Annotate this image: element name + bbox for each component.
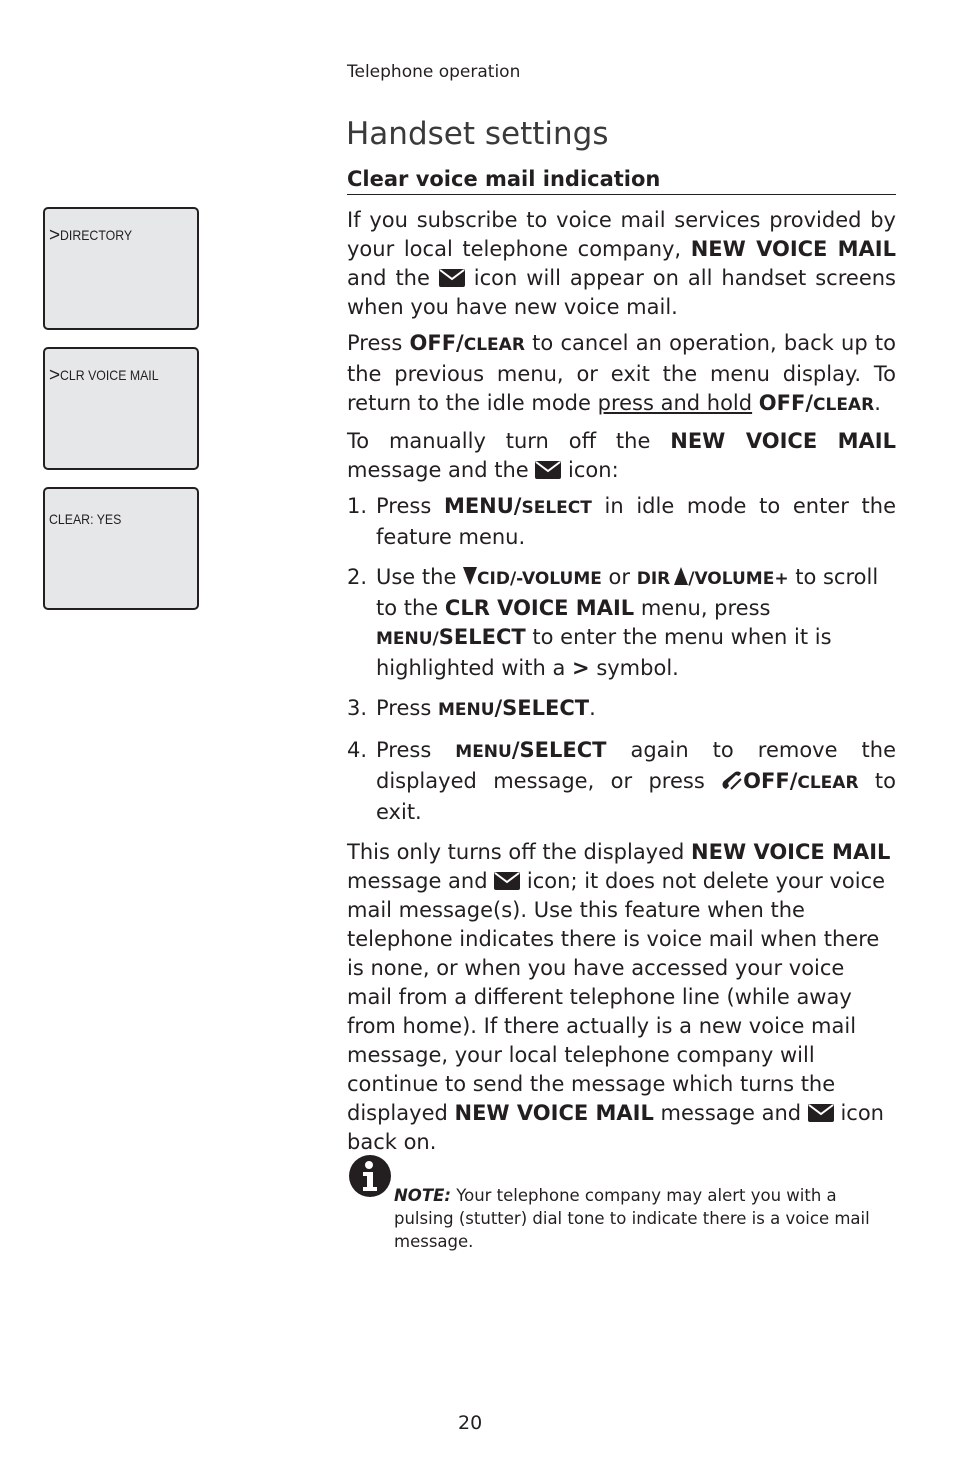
text: to cancel an operation, back up to the previous menu, or exit the menu display. To return to the idle mode — [347, 331, 896, 415]
text: message and the — [347, 458, 536, 482]
step-number: 3. — [347, 696, 368, 720]
select-key-label: SELECT — [521, 498, 592, 518]
off-key-label: OFF/ — [409, 331, 464, 355]
envelope-icon — [808, 1104, 834, 1122]
text: message and — [653, 1101, 808, 1125]
envelope-icon — [494, 872, 520, 890]
phone-icon — [721, 771, 743, 791]
off-key-label: OFF/ — [743, 769, 798, 793]
text: to exit. — [376, 769, 897, 824]
text: and the — [347, 266, 439, 290]
clear-key-label: CLEAR — [797, 773, 859, 793]
text: icon back on. — [347, 1101, 884, 1154]
lcd-screen-clr-voice-mail — [43, 347, 199, 470]
off-key-label: OFF/ — [758, 391, 814, 415]
clr-voice-mail-label: CLR VOICE MAIL — [444, 596, 635, 620]
note-label: NOTE: — [394, 1186, 451, 1205]
text: . — [589, 696, 596, 720]
paragraph-explanation — [347, 838, 896, 1157]
menu-key-label: MENU/ — [443, 494, 522, 518]
press-and-hold-text: press and hold — [597, 391, 753, 415]
envelope-icon — [439, 269, 465, 287]
select-key-label: /SELECT — [494, 696, 590, 720]
lcd-screen-directory — [43, 207, 199, 330]
step-number: 1. — [347, 494, 368, 518]
select-key-label: SELECT — [438, 625, 526, 649]
clear-key-label: CLEAR — [463, 335, 525, 355]
page-title: Handset settings — [346, 116, 609, 152]
steps-list — [347, 492, 896, 827]
lcd-text: CLR VOICE MAIL — [60, 367, 159, 383]
text: To manually turn off the — [347, 429, 671, 453]
text: . — [874, 391, 881, 415]
new-voice-mail-label: NEW VOICE MAIL — [690, 237, 896, 261]
text: Press — [376, 738, 456, 762]
select-key-label: /SELECT — [511, 738, 607, 762]
up-triangle-icon — [674, 567, 688, 585]
step-4 — [347, 736, 896, 827]
clear-key-label: CLEAR — [813, 395, 875, 415]
down-triangle-icon — [463, 567, 477, 585]
text: Press — [376, 494, 444, 518]
lcd-cursor: > — [49, 365, 61, 386]
new-voice-mail-label: NEW VOICE MAIL — [670, 429, 897, 453]
menu-key-label: MENU/ — [376, 629, 439, 649]
step-number: 4. — [347, 738, 368, 762]
envelope-icon — [535, 461, 561, 479]
text: Press — [376, 696, 438, 720]
section-heading: Clear voice mail indication — [347, 167, 896, 195]
text: again to remove the displayed message, or press — [376, 738, 896, 793]
new-voice-mail-label: NEW VOICE MAIL — [691, 840, 891, 864]
text: to scroll to the — [376, 565, 879, 620]
paragraph-off-clear — [347, 329, 896, 420]
note — [394, 1184, 884, 1253]
text: If you subscribe to voice mail services provided by your local telephone company, — [347, 208, 896, 261]
text: Use the — [376, 565, 464, 589]
step-1 — [347, 492, 896, 552]
text: Press — [347, 331, 410, 355]
new-voice-mail-label: NEW VOICE MAIL — [454, 1101, 654, 1125]
running-header: Telephone operation — [347, 62, 521, 82]
text: or — [601, 565, 637, 589]
paragraph-intro — [347, 206, 896, 322]
step-3 — [347, 694, 896, 725]
lcd-line — [49, 365, 172, 387]
step-number: 2. — [347, 565, 368, 589]
lcd-text: CLEAR: YES — [49, 511, 122, 527]
text: icon: — [561, 458, 619, 482]
lcd-screen-clear-yes — [43, 487, 199, 610]
cid-volume-key-label: CID/-VOLUME — [477, 569, 602, 589]
text: menu, press — [634, 596, 771, 620]
lcd-line — [49, 509, 131, 531]
menu-key-label: MENU — [455, 742, 512, 762]
cursor-symbol: > — [572, 656, 590, 680]
note-text: Your telephone company may alert you with a pulsing (stutter) dial tone to indicate there is a voice mail message. — [394, 1186, 870, 1251]
info-icon — [348, 1154, 392, 1198]
text: to enter the menu when it is highlighted with a — [376, 625, 832, 680]
lcd-cursor: > — [49, 225, 61, 246]
dir-key-label: DIR — [636, 569, 671, 589]
text: symbol. — [589, 656, 679, 680]
lcd-line — [49, 225, 142, 247]
menu-key-label: MENU — [437, 700, 495, 720]
text: This only turns off the displayed — [347, 840, 692, 864]
paragraph-manual-off — [347, 427, 896, 485]
text: in idle mode to enter the feature menu. — [376, 494, 896, 549]
volume-up-key-label: /VOLUME+ — [688, 569, 789, 589]
main-content — [347, 206, 896, 1164]
page-number: 20 — [458, 1412, 483, 1434]
text: icon will appear on all handset screens when you have new voice mail. — [347, 266, 896, 319]
text — [752, 391, 759, 415]
step-2 — [347, 563, 896, 683]
text: icon; it does not delete your voice mail message(s). Use this feature when the telephone indicates there is voice mail when there is none, or when you have accessed your voice mail from a different telephone line (while away from home). If there actually is a new voice mail message, your local telephone company will continue to send the message which turns the displayed — [347, 869, 886, 1125]
lcd-text: DIRECTORY — [60, 227, 133, 243]
text: message and — [347, 869, 495, 893]
